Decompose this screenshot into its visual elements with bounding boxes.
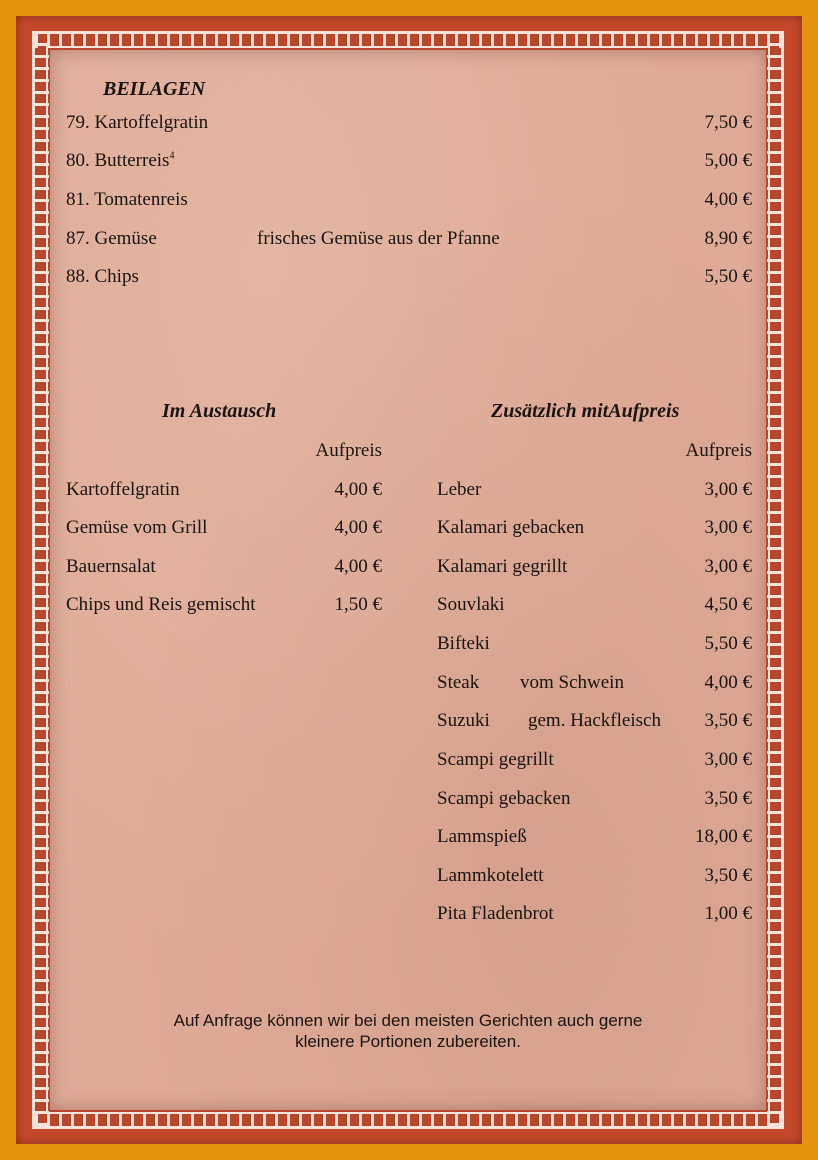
item-price: 5,00 € — [704, 150, 752, 171]
allergen-superscript: 4 — [169, 150, 175, 162]
item-name: 88. Chips — [66, 266, 139, 287]
austausch-item-price: 4,00 € — [334, 517, 382, 538]
zusaetzlich-item-name: Souvlaki — [437, 594, 505, 615]
austausch-item-name: Gemüse vom Grill — [66, 517, 208, 538]
zusaetzlich-item-price: 4,50 € — [704, 594, 752, 615]
austausch-item-price: 4,00 € — [334, 556, 382, 577]
item-name: 87. Gemüse — [66, 228, 157, 249]
zusaetzlich-item-name: Pita Fladenbrot — [437, 903, 554, 924]
zusaetzlich-item-description: vom Schwein — [520, 672, 624, 693]
zusaetzlich-item-name: Kalamari gebacken — [437, 517, 585, 538]
zusaetzlich-item-name: Bifteki — [437, 633, 490, 654]
austausch-item-price: 4,00 € — [334, 479, 382, 500]
austausch-price-header: Aufpreis — [315, 440, 382, 461]
austausch-item-name: Bauernsalat — [66, 556, 156, 577]
zusaetzlich-item-name: Steak — [437, 672, 480, 693]
item-price: 7,50 € — [704, 112, 752, 133]
zusaetzlich-item-name: Lammkotelett — [437, 865, 544, 886]
zusaetzlich-item-name: Scampi gegrillt — [437, 749, 554, 770]
footer-note-line2: kleinere Portionen zubereiten. — [295, 1032, 521, 1051]
zusaetzlich-item-price: 3,50 € — [704, 710, 752, 731]
zusaetzlich-item-price: 4,00 € — [704, 672, 752, 693]
zusaetzlich-item-name: Leber — [437, 479, 482, 500]
zusaetzlich-item-description: gem. Hackfleisch — [528, 710, 661, 731]
zusaetzlich-item-price: 3,50 € — [704, 788, 752, 809]
zusaetzlich-title: Zusätzlich mitAufpreis — [491, 400, 680, 422]
zusaetzlich-item-name: Suzuki — [437, 710, 490, 731]
austausch-title: Im Austausch — [162, 400, 277, 422]
zusaetzlich-price-header: Aufpreis — [685, 440, 752, 461]
austausch-item-name: Kartoffelgratin — [66, 479, 180, 500]
item-name: 81. Tomatenreis — [66, 189, 188, 210]
zusaetzlich-item-price: 3,00 € — [704, 479, 752, 500]
zusaetzlich-item-name: Lammspieß — [437, 826, 527, 847]
zusaetzlich-item-name: Scampi gebacken — [437, 788, 571, 809]
zusaetzlich-item-price: 3,00 € — [704, 556, 752, 577]
zusaetzlich-item-price: 3,50 € — [704, 865, 752, 886]
austausch-item-price: 1,50 € — [334, 594, 382, 615]
zusaetzlich-item-price: 18,00 € — [695, 826, 752, 847]
zusaetzlich-item-price: 1,00 € — [704, 903, 752, 924]
item-price: 4,00 € — [704, 189, 752, 210]
footer-note-line1: Auf Anfrage können wir bei den meisten Gerichten auch gerne — [173, 1011, 643, 1030]
item-name: 80. Butterreis$^4$ — [66, 150, 175, 171]
zusaetzlich-item-price: 3,00 € — [704, 749, 752, 770]
item-price: 5,50 € — [704, 266, 752, 287]
zusaetzlich-item-price: 5,50 € — [704, 633, 752, 654]
beilagen-title: BEILAGEN — [103, 78, 206, 100]
item-description: frisches Gemüse aus der Pfanne — [257, 228, 500, 249]
zusaetzlich-item-name: Kalamari gegrillt — [437, 556, 568, 577]
item-name: 79. Kartoffelgratin — [66, 112, 209, 133]
austausch-item-name: Chips und Reis gemischt — [66, 594, 256, 615]
zusaetzlich-item-price: 3,00 € — [704, 517, 752, 538]
item-price: 8,90 € — [704, 228, 752, 249]
